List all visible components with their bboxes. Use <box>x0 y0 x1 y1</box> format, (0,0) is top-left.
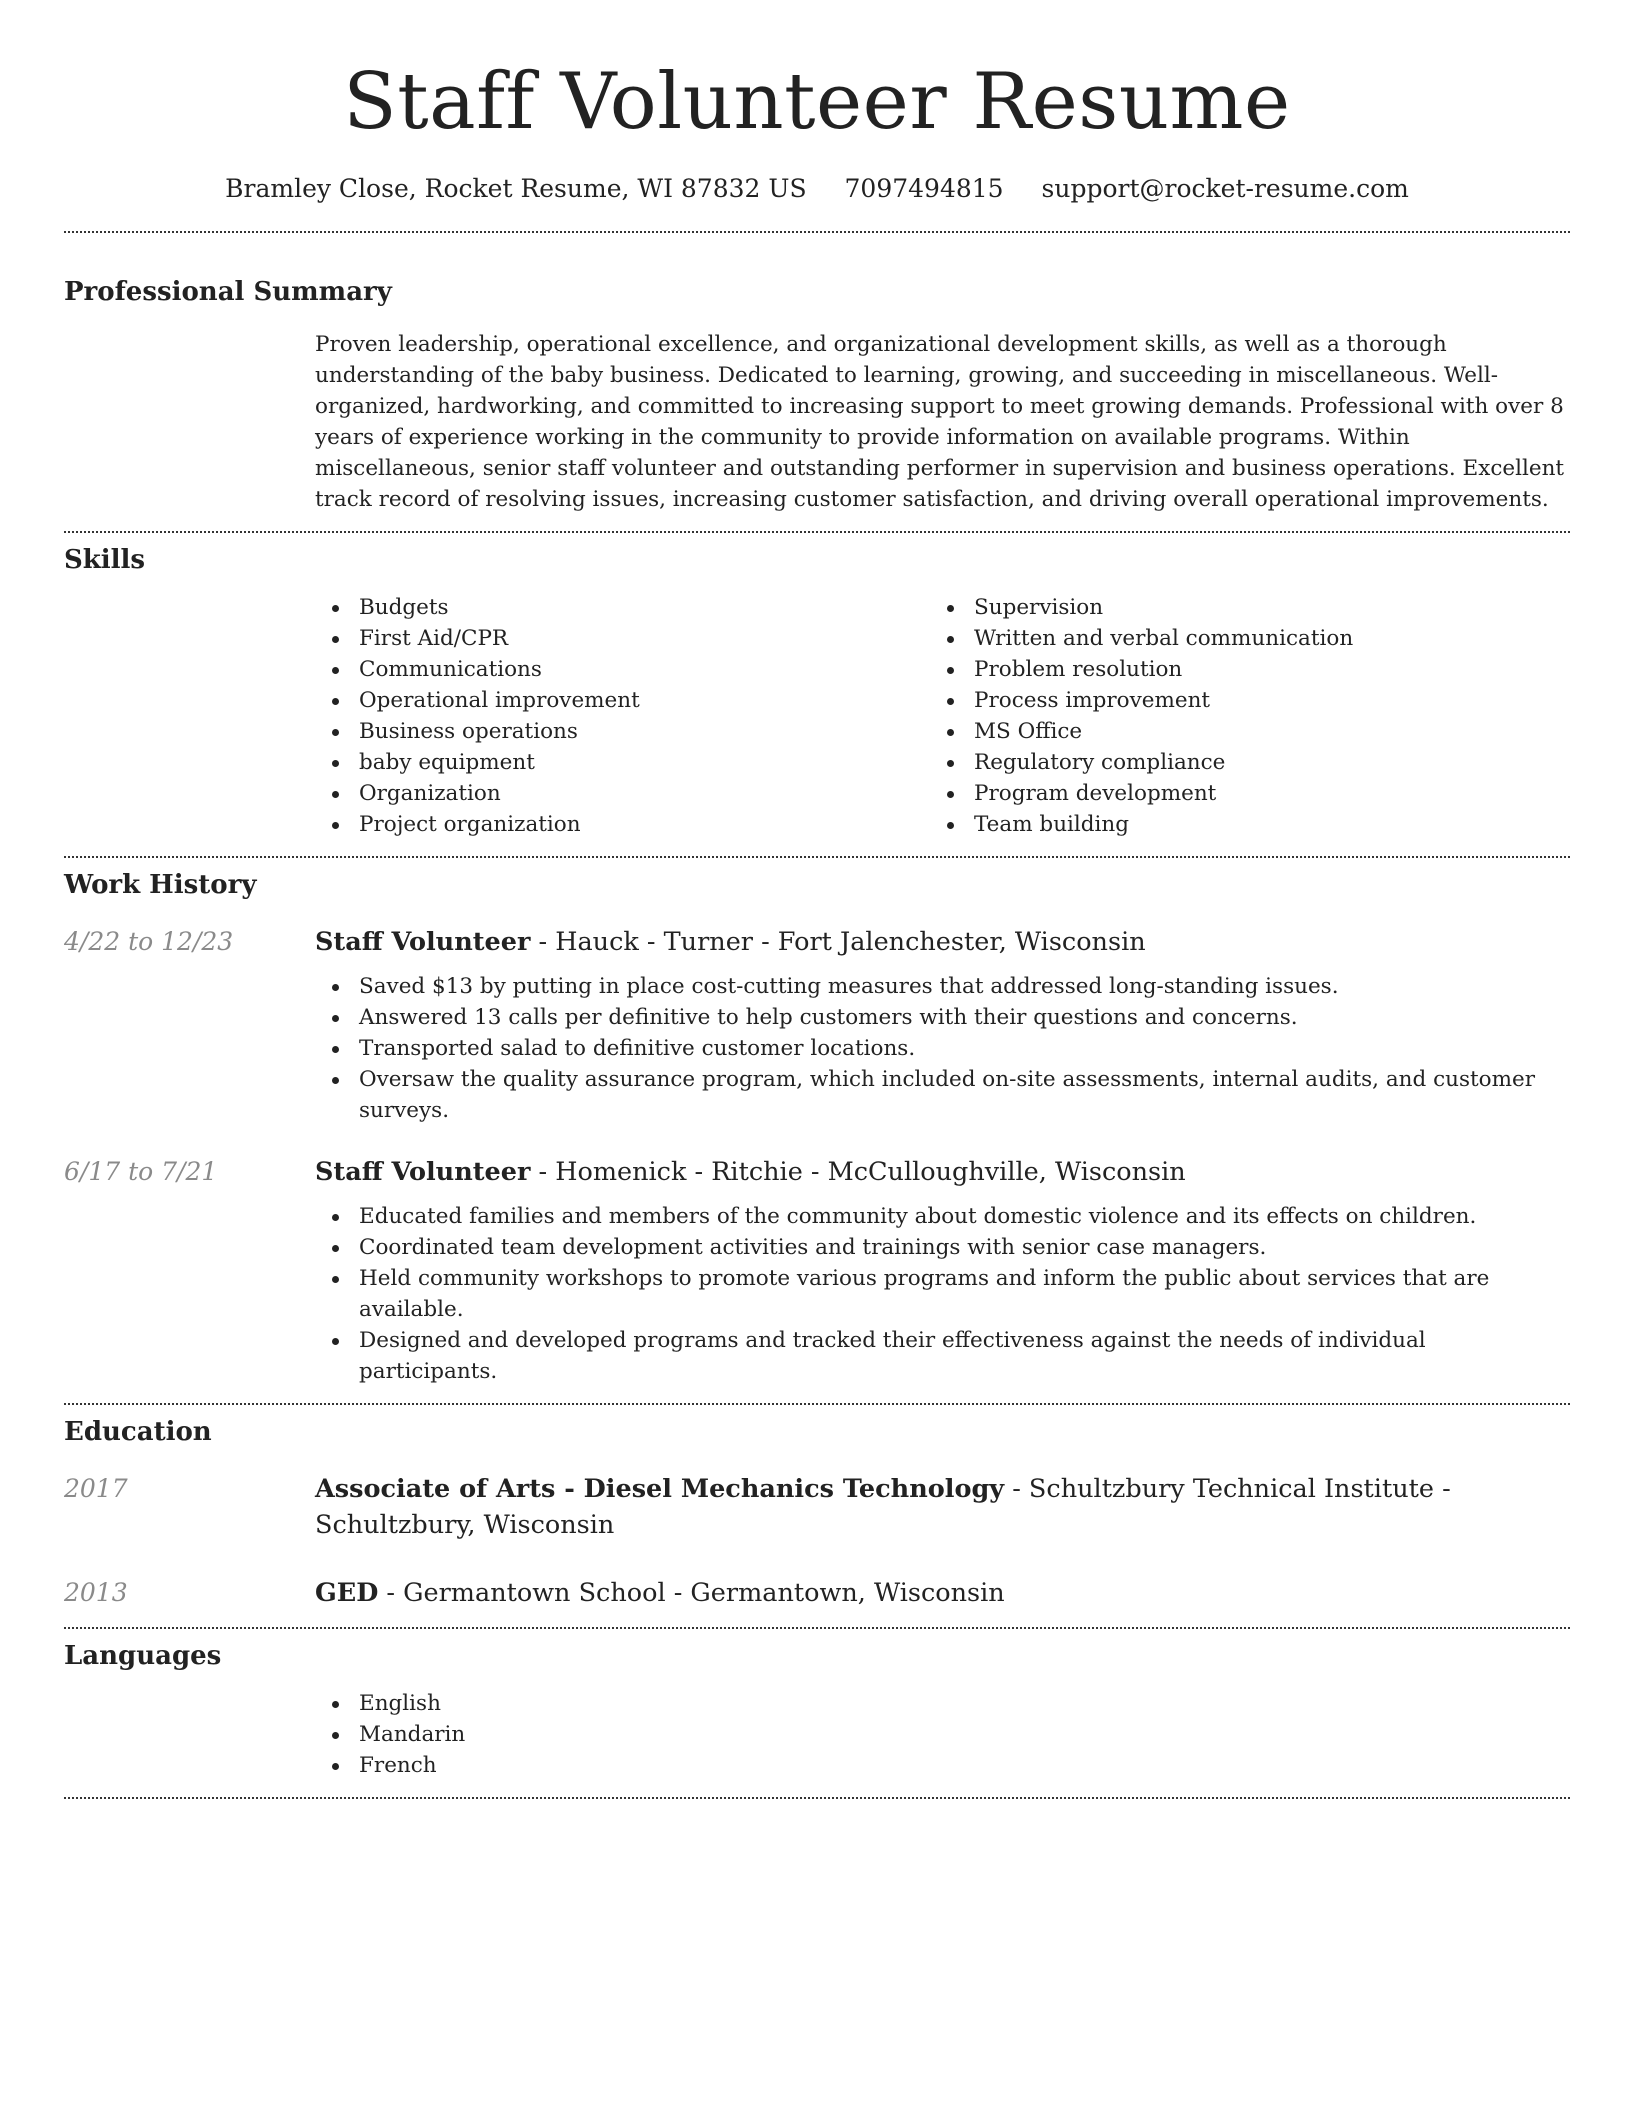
resume-title: Staff Volunteer Resume <box>343 57 1291 147</box>
section-heading-languages: Languages <box>64 1641 222 1671</box>
list-item: Mandarin <box>315 1719 1570 1750</box>
languages-section <box>64 1639 1570 1781</box>
list-item: Coordinated team development activities and trainings with senior case managers. <box>315 1232 1570 1263</box>
list-item: Project organization <box>315 809 930 840</box>
list-item: Organization <box>315 778 930 809</box>
divider <box>64 1403 1570 1405</box>
list-item: MS Office <box>930 716 1545 747</box>
list-item: Budgets <box>315 592 930 623</box>
list-item: Held community workshops to promote various programs and inform the public about services that are available. <box>315 1263 1570 1325</box>
section-heading-work: Work History <box>64 870 257 900</box>
job-title <box>315 924 1570 960</box>
list-item: Program development <box>930 778 1545 809</box>
list-item: Educated families and members of the community about domestic violence and its effects on children. <box>315 1201 1570 1232</box>
education-degree: Associate of Arts - Diesel Mechanics Technology <box>315 1474 1005 1504</box>
job-role: Staff Volunteer <box>315 927 531 957</box>
summary-text: Proven leadership, operational excellence, and organizational development skills, as well as a thorough understanding of the baby business. Dedicated to learning, growing, and succeeding in miscellaneous. Well-organized, hardworking, and committed to increasing support to meet growing demands. Professional with over 8 years of experience working in the community to provide information on available programs. Within miscellaneous, senior staff volunteer and outstanding performer in supervision and business operations. Excellent track record of resolving issues, increasing customer satisfaction, and driving overall operational improvements. <box>315 332 1565 512</box>
divider <box>64 231 1570 233</box>
skills-list-right <box>930 592 1545 840</box>
job-bullets <box>315 971 1570 1126</box>
summary-section <box>64 275 1570 515</box>
education-year: 2013 <box>64 1578 128 1607</box>
list-item: French <box>315 1750 1570 1781</box>
list-item: Oversaw the quality assurance program, which included on-site assessments, internal audits, and customer surveys. <box>315 1064 1570 1126</box>
contact-address: Bramley Close, Rocket Resume, WI 87832 US <box>225 174 807 203</box>
list-item: Business operations <box>315 716 930 747</box>
contact-email: support@rocket-resume.com <box>1041 174 1409 203</box>
list-item: English <box>315 1688 1570 1719</box>
list-item: baby equipment <box>315 747 930 778</box>
list-item: Transported salad to definitive customer locations. <box>315 1033 1570 1064</box>
list-item: Designed and developed programs and tracked their effectiveness against the needs of individual participants. <box>315 1325 1570 1387</box>
education-title <box>315 1471 1570 1543</box>
section-heading-skills: Skills <box>64 545 146 575</box>
job-entry <box>64 1154 1570 1387</box>
divider <box>64 1627 1570 1629</box>
work-section <box>64 868 1570 1387</box>
education-details: - Schultzbury Technical Institute - Schultzbury, Wisconsin <box>315 1474 1451 1540</box>
education-entry <box>64 1471 1570 1543</box>
list-item: Regulatory compliance <box>930 747 1545 778</box>
skills-section <box>64 543 1570 840</box>
divider <box>64 856 1570 858</box>
job-details: - Hauck - Turner - Fort Jalenchester, Wisconsin <box>530 927 1146 957</box>
skills-list-left <box>315 592 930 840</box>
list-item: First Aid/CPR <box>315 623 930 654</box>
job-details: - Homenick - Ritchie - McCulloughville, Wisconsin <box>530 1157 1186 1187</box>
contact-line <box>64 172 1570 206</box>
divider <box>64 531 1570 533</box>
divider <box>64 1797 1570 1799</box>
section-heading-education: Education <box>64 1417 212 1447</box>
job-dates: 6/17 to 7/21 <box>64 1157 218 1186</box>
list-item: Process improvement <box>930 685 1545 716</box>
education-degree: GED <box>315 1578 379 1608</box>
job-entry <box>64 924 1570 1126</box>
education-section <box>64 1415 1570 1611</box>
education-entry <box>64 1575 1570 1611</box>
list-item: Written and verbal communication <box>930 623 1545 654</box>
list-item: Supervision <box>930 592 1545 623</box>
languages-list <box>315 1688 1570 1781</box>
education-title <box>315 1575 1570 1611</box>
list-item: Problem resolution <box>930 654 1545 685</box>
job-bullets <box>315 1201 1570 1387</box>
education-year: 2017 <box>64 1474 128 1503</box>
job-dates: 4/22 to 12/23 <box>64 927 234 956</box>
list-item: Operational improvement <box>315 685 930 716</box>
list-item: Saved $13 by putting in place cost-cutting measures that addressed long-standing issues. <box>315 971 1570 1002</box>
job-title <box>315 1154 1570 1190</box>
section-heading-summary: Professional Summary <box>64 277 392 307</box>
list-item: Team building <box>930 809 1545 840</box>
job-role: Staff Volunteer <box>315 1157 531 1187</box>
list-item: Communications <box>315 654 930 685</box>
contact-phone: 7097494815 <box>844 174 1004 203</box>
skills-grid <box>315 592 1570 840</box>
list-item: Answered 13 calls per definitive to help customers with their questions and concerns. <box>315 1002 1570 1033</box>
education-details: - Germantown School - Germantown, Wisconsin <box>378 1578 1005 1608</box>
